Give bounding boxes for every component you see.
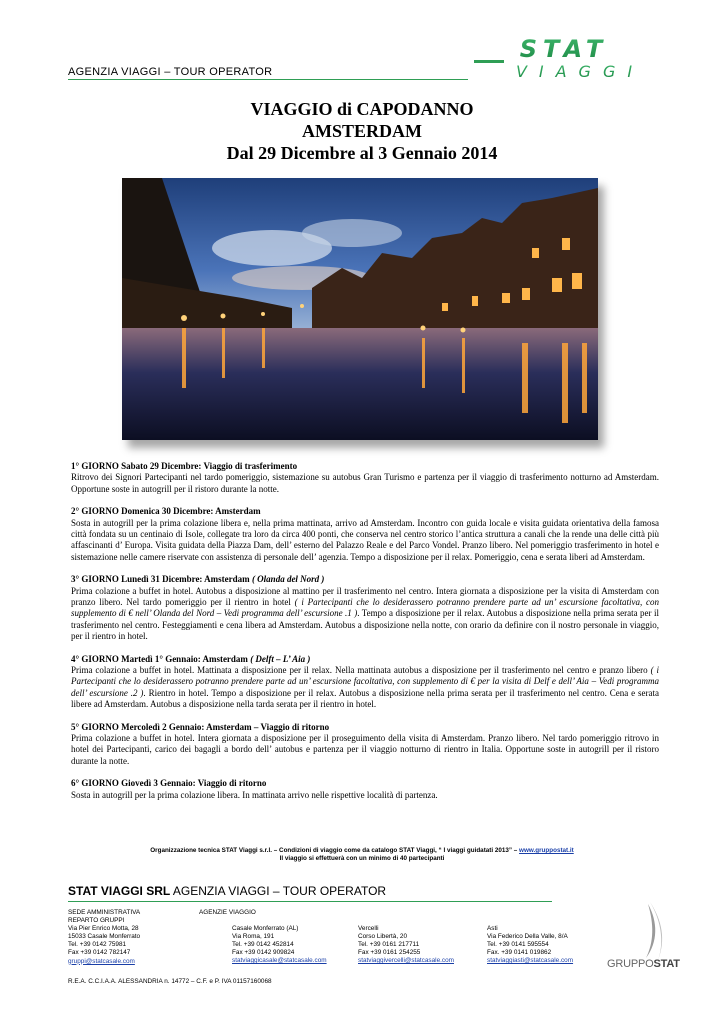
vercelli-email-link[interactable]: statviaggivercelli@statcasale.com — [358, 957, 454, 965]
day-2-text: Sosta in autogrill per la prima colazione libera e, nella prima mattinata, arrivo ad Amsterdam. Incontro con guida locale e visita guidata orientativa della famosa città fondata su un centinaio di Isole, collegate tra loro da circa 400 ponti, che conserva nel centro storico l’antica struttura a canali che la rende una delle città più affascinanti d’ Europa. Visita guidata della Piazza Dam, dell’ esterno del Palazzo Reale e del Parco Vondel. Pranzo libero. Nel pomeriggio trasferimento in hotel e sistemazione nelle camere riservate con assistenza di personale dell’ agenzia. Tempo a disposizione per il relax. Pomeriggio, cena e serata liberi ad Amsterdam. — [71, 517, 659, 562]
day-4 — [71, 654, 659, 710]
footer-company — [68, 884, 386, 898]
title-line-1: VIAGGIO di CAPODANNO — [250, 99, 474, 119]
organization-note — [0, 847, 724, 863]
gruppo-text-a: GRUPPO — [607, 958, 654, 970]
hq-fax: Fax +39 0142 782147 — [68, 949, 131, 957]
asti-address: Via Federico Della Valle, 8/A — [487, 933, 568, 941]
day-5 — [71, 722, 659, 767]
day-3-title-main: 3° GIORNO Lunedì 31 Dicembre: Amsterdam — [71, 574, 250, 585]
day-3-title-em: ( Olanda del Nord ) — [251, 574, 325, 585]
day-4-text-em: ( i Partecipanti che lo desiderassero potranno prendere parte ad un’ escursione facoltativa, con supplemento di € per la visita di Delf e dell’ Aia – Vedi programma dell’ escursione .2 ) — [71, 664, 659, 698]
day-3-text-a: Prima colazione a buffet in hotel. Autobus a disposizione al mattino per il trasferimento nel centro. Intera giornata a disposizione per la visita di Amsterdam con pranzo libero. Nel tardo pomeriggio per il rientro in hotel — [71, 585, 659, 607]
vercelli-address: Corso Libertà, 20 — [358, 933, 408, 941]
org-note-line-1: Organizzazione tecnica STAT Viaggi s.r.l. – Condizioni di viaggio come da catalogo STAT Viaggi, “ I viaggi guidatati 2013” – — [150, 847, 518, 854]
hq-dept: REPARTO GRUPPI — [68, 917, 125, 925]
page-title — [0, 98, 724, 164]
day-4-title-em: ( Delft – L’ Aia ) — [250, 653, 311, 664]
hq-city: 15033 Casale Monferrato — [68, 933, 141, 941]
asti-city: Asti — [487, 925, 498, 932]
header-divider — [68, 79, 468, 80]
day-5-title: 5° GIORNO Mercoledì 2 Gennaio: Amsterdam – Viaggio di ritorno — [71, 721, 330, 732]
website-link[interactable]: www.gruppostat.it — [519, 847, 574, 854]
gruppo-stat-logo — [607, 958, 680, 970]
logo-top-text: STAT — [519, 36, 609, 63]
vercelli-fax: Fax +39 0161 254255 — [358, 949, 421, 957]
org-note-line-2: Il viaggio si effettuerà con un minimo di 40 partecipanti — [279, 855, 445, 862]
day-5-text: Prima colazione a buffet in hotel. Intera giornata a disposizione per il proseguimento della visita di Amsterdam. Pranzo libero. Nel tardo pomeriggio ritrovo in hotel dei Partecipanti, carico dei bagagli a bordo dell’ autobus e partenza per il viaggio notturno di rientro in Italia. Opportune soste in autogrill per il ristoro durante la notte. — [71, 732, 659, 766]
footer-col-asti — [487, 925, 573, 965]
day-4-text-a: Prima colazione a buffet in hotel. Mattinata a disposizione per il relax. Nella mattinata autobus a disposizione per il trasferimento nel centro e pranzo libero — [71, 664, 651, 675]
casale-address: Via Roma, 191 — [232, 933, 275, 941]
day-3-title — [71, 574, 659, 585]
itinerary — [71, 461, 659, 812]
day-3-text-b: . Tempo a disposizione per il relax. Autobus a disposizione nella prima serata per il trasferimento nel centro. Festeggiamenti e cena libera ad Amsterdam. Autobus a disposizione nella notte, con orario da definire con il nostro personale in viaggio, per il rientro in hotel. — [71, 608, 659, 641]
day-4-text — [71, 665, 659, 710]
day-6-title: 6° GIORNO Giovedì 3 Gennaio: Viaggio di ritorno — [71, 778, 267, 789]
gruppo-text-b: STAT — [653, 958, 680, 970]
day-6-text: Sosta in autogrill per la prima colazione libera. In mattinata arrivo nelle rispettive località di partenza. — [71, 789, 438, 800]
casale-city: Casale Monferrato (AL) — [232, 925, 299, 932]
asti-email-link[interactable]: statviaggiasti@statcasale.com — [487, 957, 574, 965]
footer-col-vercelli — [358, 925, 454, 965]
day-6 — [71, 778, 659, 801]
day-4-text-b: . Rientro in hotel. Tempo a disposizione per il relax. Autobus a disposizione nella prima serata per il trasferimento nel centro. Cena e serata libere ad Amsterdam. Autobus a disposizione nella tarda serata per il rientro in hotel. — [71, 687, 659, 709]
day-4-title — [71, 654, 659, 665]
day-2 — [71, 506, 659, 562]
day-3-text-em: ( i Partecipanti che lo desiderassero potranno prendere parte ad un’ escursione facoltativa, con supplemento di € nell’ Olanda del Nord – Vedi programma dell’ escursione .1 ) — [71, 596, 660, 619]
footer-col-headquarters — [68, 909, 140, 966]
day-2-title: 2° GIORNO Domenica 30 Dicembre: Amsterdam — [71, 506, 261, 517]
day-4-title-main: 4° GIORNO Martedì 1° Gennaio: Amsterdam — [71, 653, 248, 664]
asti-fax: Fax. +39 0141 019862 — [487, 949, 552, 957]
footer-divider — [68, 901, 552, 902]
stat-viaggi-logo — [470, 36, 658, 80]
casale-tel: Tel. +39 0142 452814 — [232, 941, 294, 949]
casale-fax: Fax +39 0142 909824 — [232, 949, 295, 957]
rea-line: R.E.A. C.C.I.A.A. ALESSANDRIA n. 14772 – C.F. e P. IVA 01157160068 — [68, 978, 272, 985]
logo-bottom-text: VIAGGI — [515, 62, 645, 80]
hq-tel: Tel. +39 0142 75981 — [68, 941, 127, 949]
asti-tel: Tel. +39 0141 595554 — [487, 941, 549, 949]
day-1-title: 1° GIORNO Sabato 29 Dicembre: Viaggio di trasferimento — [71, 461, 298, 471]
title-line-3: Dal 29 Dicembre al 3 Gennaio 2014 — [226, 143, 498, 163]
day-3-text — [71, 586, 659, 642]
footer-col-casale — [232, 925, 327, 965]
day-1-text: Ritrovo dei Signori Partecipanti nel tardo pomeriggio, sistemazione su autobus Gran Turismo e partenza per il viaggio di trasferimento notturno ad Amsterdam. Opportune soste in autogrill per il ristoro durante la notte. — [71, 472, 659, 494]
header-agency-line: AGENZIA VIAGGI – TOUR OPERATOR — [68, 66, 273, 78]
agenzie-label: AGENZIE VIAGGIO — [199, 909, 256, 916]
hq-email-link[interactable]: gruppi@statcasale.com — [68, 957, 135, 965]
amsterdam-canal-photo — [122, 178, 598, 440]
vercelli-tel: Tel. +39 0161 217711 — [358, 941, 420, 949]
footer-company-name: STAT VIAGGI SRL — [68, 884, 171, 898]
vercelli-city: Vercelli — [358, 925, 379, 932]
footer-tagline: AGENZIA VIAGGI – TOUR OPERATOR — [172, 884, 387, 898]
title-line-2: AMSTERDAM — [302, 121, 422, 141]
hq-address: Via Pier Enrico Motta, 28 — [68, 925, 139, 933]
day-1 — [71, 461, 659, 495]
hq-label: SEDE AMMINISTRATIVA — [68, 909, 141, 916]
casale-email-link[interactable]: statviaggicasale@statcasale.com — [232, 957, 327, 965]
day-3 — [71, 574, 659, 642]
